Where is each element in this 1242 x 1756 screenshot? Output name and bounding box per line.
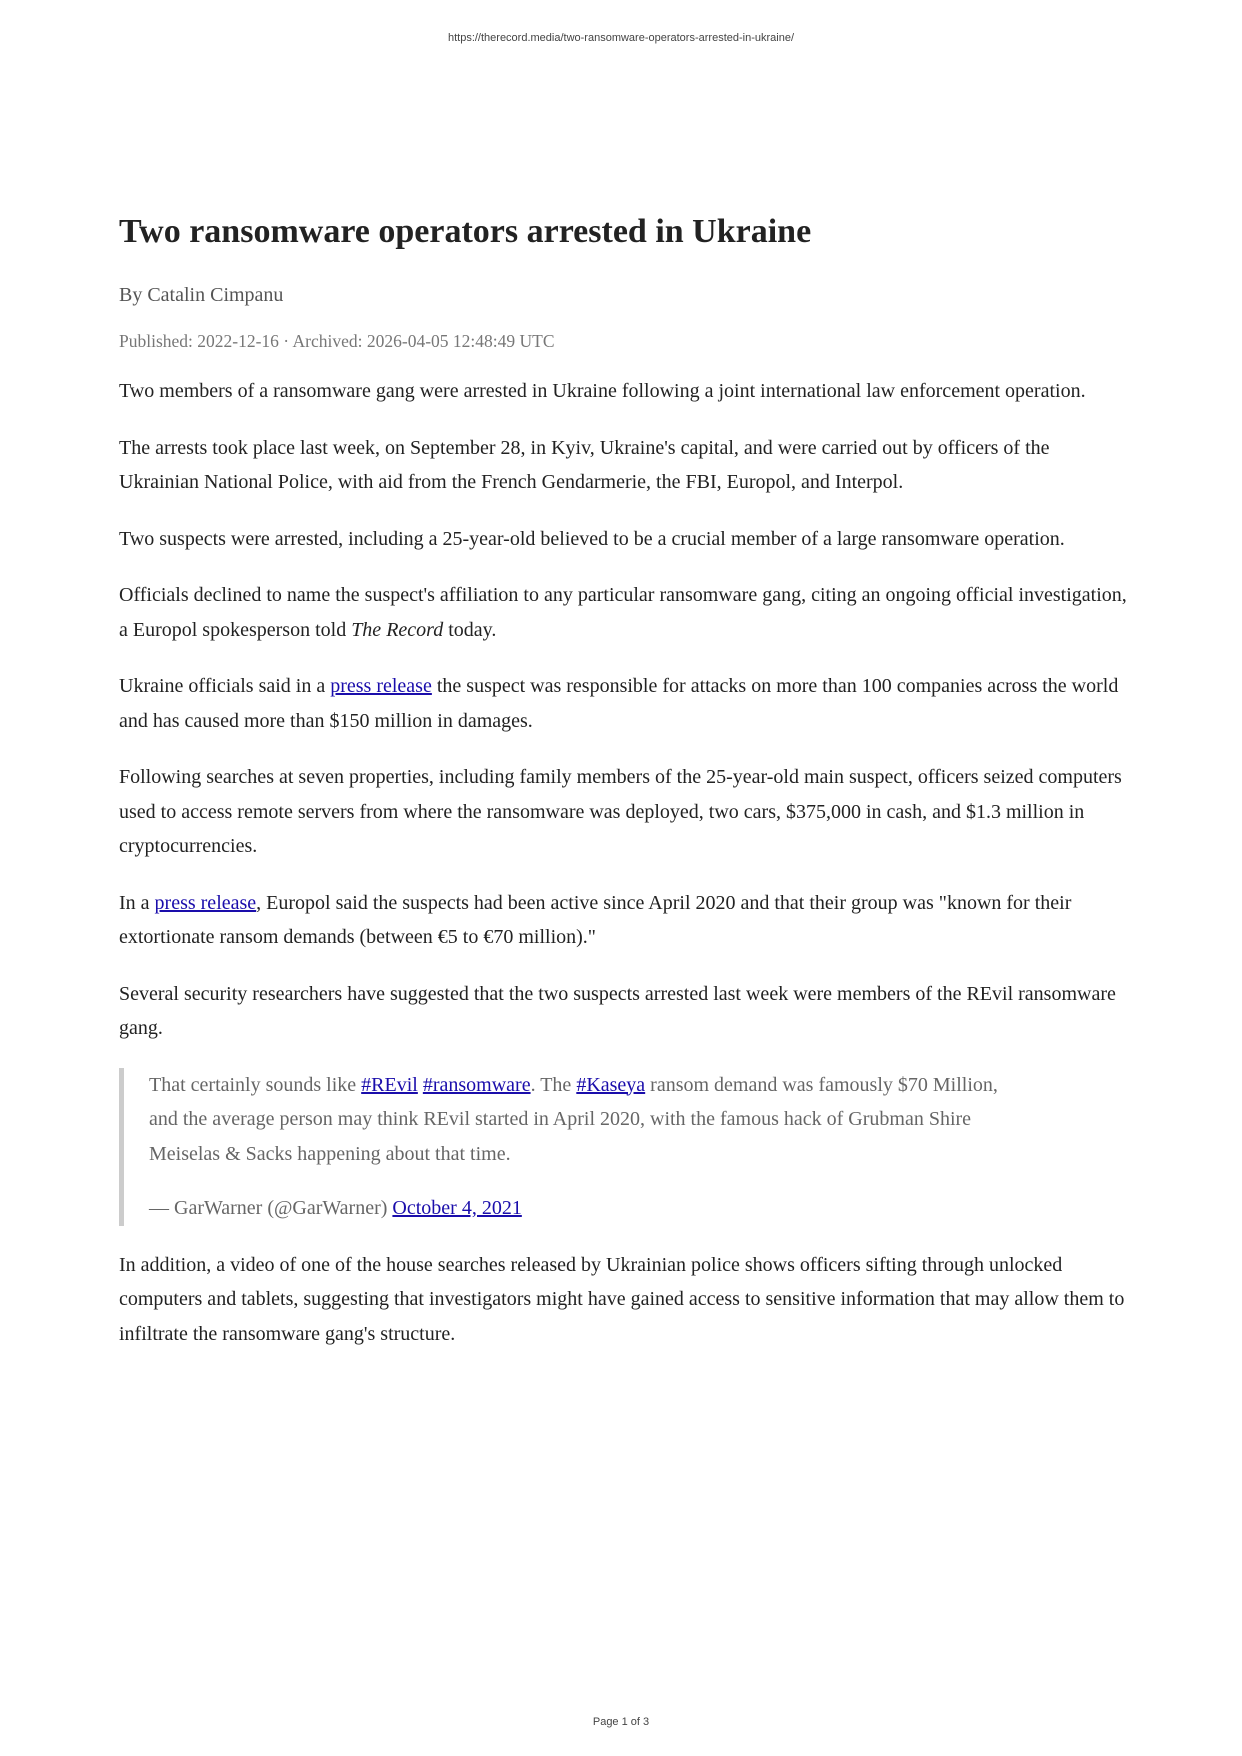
hashtag-ransomware-link[interactable]: #ransomware [422,1073,531,1096]
tweet-attribution [149,1191,1029,1226]
tweet-author: — GarWarner (@GarWarner) [149,1197,393,1219]
tweet-text-start: That certainly sounds like [149,1073,362,1096]
hashtag-revil-link[interactable]: #REvil [361,1073,418,1096]
hashtag-kaseya-link[interactable]: #Kaseya [576,1073,646,1096]
press-release-link-europol[interactable]: press release [154,891,257,914]
paragraph-4-text: Officials declined to name the suspect's affiliation to any particular ransomware gang, citing an ongoing official investigation, a Europol spokesperson told [119,584,1127,641]
paragraph-2: The arrests took place last week, on September 28, in Kyiv, Ukraine's capital, and were carried out by officers of the Ukrainian National Police, with aid from the French Gendarmerie, the FBI, Europol, and Interpol. [119,436,1050,493]
paragraph-1: Two members of a ransomware gang were arrested in Ukraine following a joint international law enforcement operation. [119,380,1086,402]
paragraph-9: In addition, a video of one of the house searches released by Ukrainian police shows officers sifting through unlocked computers and tablets, suggesting that investigators might have gained access to sensitive information that may allow them to infiltrate the ransomware gang's structure. [119,1253,1125,1345]
paragraph-4 [119,578,1131,647]
publication-name: The Record [351,618,444,641]
article-meta: Published: 2022-12-16 · Archived: 2026-04-05 12:48:49 UTC [119,331,555,351]
press-release-link-ukraine[interactable]: press release [330,675,432,697]
paragraph-8: Several security researchers have suggested that the two suspects arrested last week were members of the REvil ransomware gang. [119,982,1116,1039]
tweet-text-mid: . The [530,1073,577,1096]
article [119,212,1131,1373]
tweet-text-end: ransom demand was famously $70 Million, and the average person may think REvil started in April 2020, with the famous hack of Grubman Shire Meiselas & Sacks happening about that time. [149,1073,998,1165]
tweet-date-link[interactable]: October 4, 2021 [392,1197,522,1219]
page-url: https://therecord.media/two-ransomware-operators-arrested-in-ukraine/ [447,32,795,44]
article-title: Two ransomware operators arrested in Ukraine [119,213,812,250]
paragraph-7 [119,886,1131,955]
paragraph-7-text: In a [119,891,155,914]
tweet-text [149,1068,1029,1172]
page-number: Page 1 of 3 [592,1716,650,1728]
paragraph-5-text: Ukraine officials said in a [119,675,331,697]
article-byline: By Catalin Cimpanu [119,284,284,306]
paragraph-5-tail: the suspect was responsible for attacks on more than 100 companies across the world and has caused more than $150 million in damages. [119,675,1119,732]
paragraph-4-tail: today. [443,618,497,641]
paragraph-7-tail: , Europol said the suspects had been active since April 2020 and that their group was "known for their extortionate ransom demands (between €5 to €70 million)." [119,891,1072,948]
paragraph-5 [119,669,1131,738]
paragraph-6: Following searches at seven properties, including family members of the 25-year-old main suspect, officers seized computers used to access remote servers from where the ransomware was deployed, two cars, $375,000 in cash, and $1.3 million in cryptocurrencies. [119,766,1122,857]
tweet-quote [119,1068,1029,1226]
paragraph-3: Two suspects were arrested, including a 25-year-old believed to be a crucial member of a large ransomware operation. [119,527,1065,550]
